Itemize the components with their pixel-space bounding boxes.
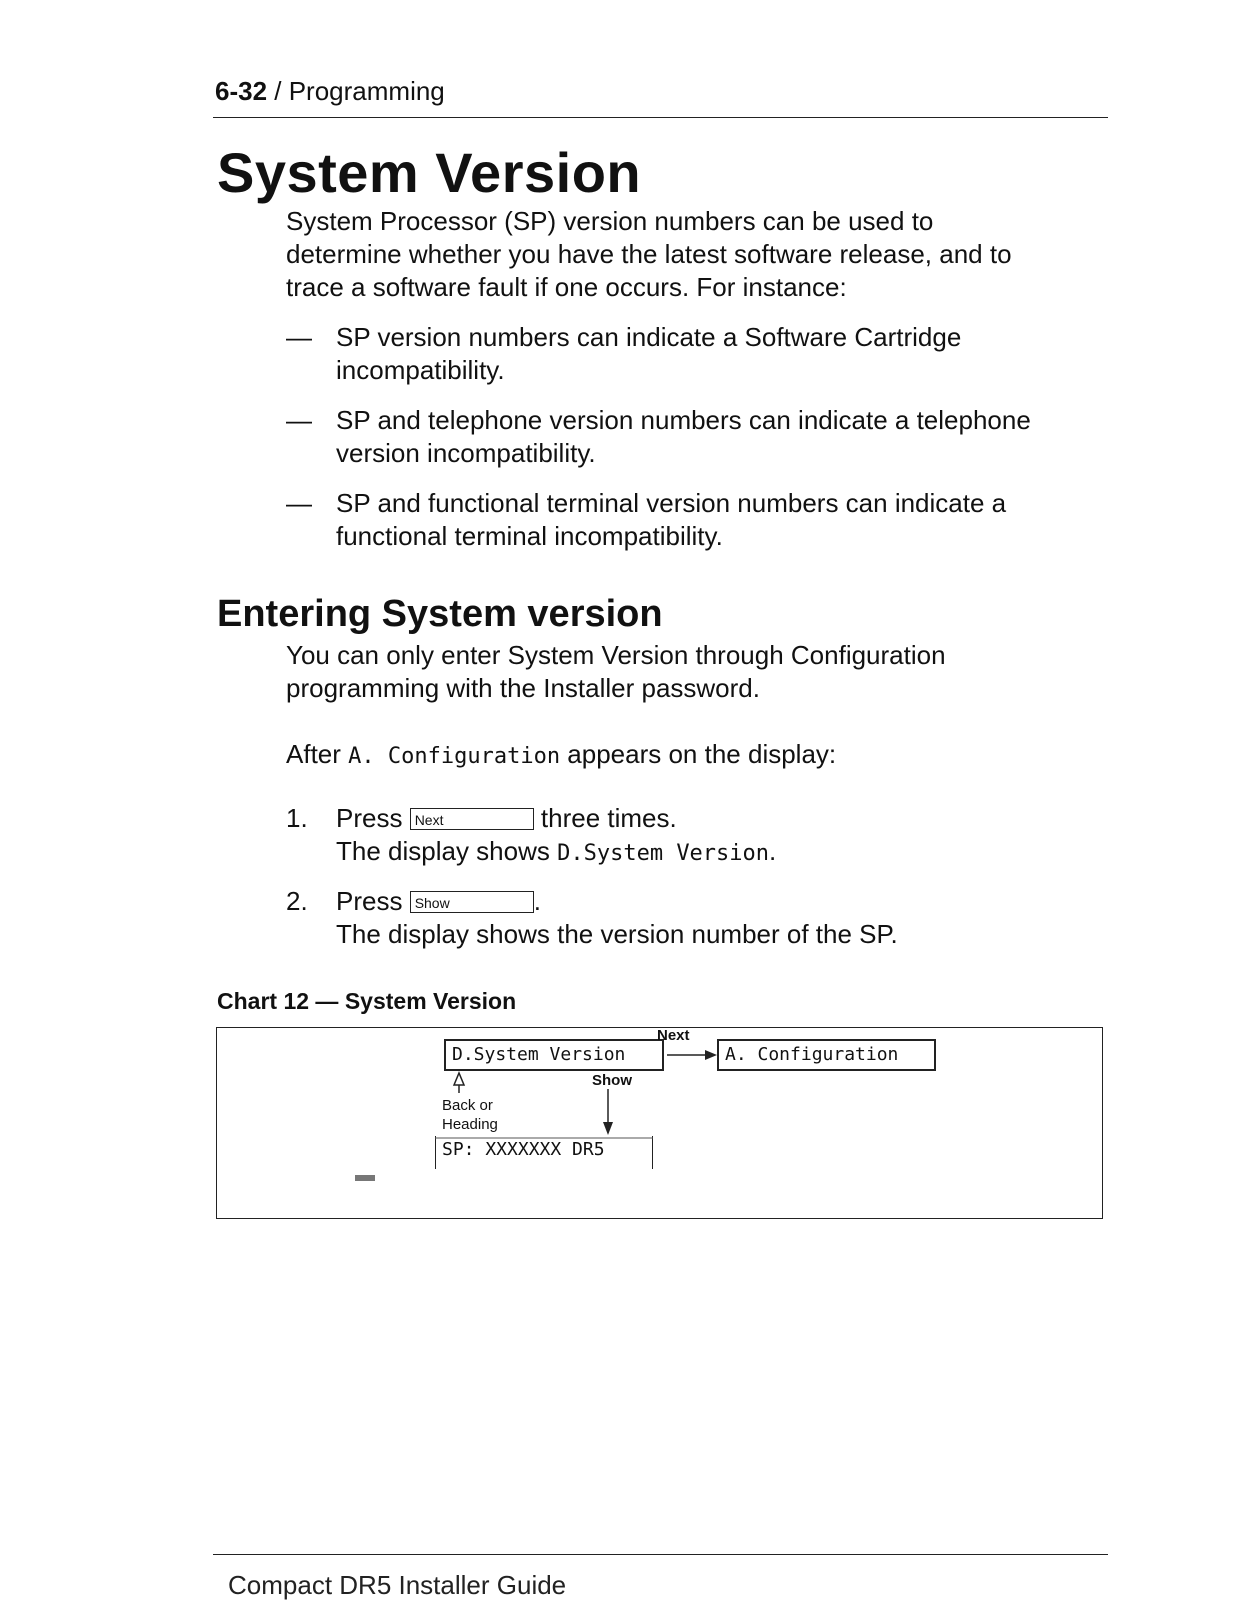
display-text: A. Configuration bbox=[348, 744, 561, 769]
next-arrow-head bbox=[705, 1050, 717, 1060]
scan-mark: ▬ bbox=[355, 1164, 375, 1186]
page-number: 6-32 bbox=[215, 76, 268, 106]
bullet-text-line: SP and telephone version numbers can indicate a telephone bbox=[336, 405, 1031, 435]
bullet-text-line: SP and functional terminal version numbers can indicate a bbox=[336, 488, 1007, 518]
flow-chart bbox=[216, 1027, 1103, 1219]
step-number: 2. bbox=[286, 886, 308, 916]
page-title: System Version bbox=[217, 141, 642, 204]
chart-label-show: Show bbox=[592, 1072, 632, 1089]
footer-text: Compact DR5 Installer Guide bbox=[228, 1570, 567, 1600]
bullet-dash: — bbox=[286, 322, 312, 352]
chart-label-next: Next bbox=[657, 1027, 690, 1044]
section-heading: Entering System version bbox=[217, 593, 663, 635]
chart-connectors bbox=[217, 1028, 1102, 1218]
step-result-suffix: . bbox=[769, 836, 777, 866]
show-key-button[interactable]: Show bbox=[410, 891, 534, 913]
step-number: 1. bbox=[286, 803, 308, 833]
bullet-text-line: incompatibility. bbox=[336, 355, 505, 385]
header-section: Programming bbox=[288, 76, 445, 106]
bullet-dash: — bbox=[286, 488, 312, 518]
header-divider bbox=[213, 117, 1108, 118]
step-press: Press bbox=[336, 886, 410, 916]
header-separator: / bbox=[267, 76, 289, 106]
bullet-text-line: functional terminal incompatibility. bbox=[336, 521, 723, 551]
chart-label-back-line: Back or bbox=[442, 1097, 493, 1114]
intro-line-1: System Processor (SP) version numbers can be used to bbox=[286, 206, 934, 236]
step-after-key: three times. bbox=[533, 803, 677, 833]
step-result-prefix: The display shows bbox=[336, 836, 558, 866]
next-key-button[interactable]: Next bbox=[410, 808, 534, 830]
show-arrow-head bbox=[603, 1122, 613, 1135]
footer-divider bbox=[213, 1554, 1108, 1555]
step-press: Press bbox=[336, 803, 410, 833]
intro-line-3: trace a software fault if one occurs. For instance: bbox=[286, 272, 847, 302]
back-arrow-head bbox=[454, 1073, 464, 1085]
step-result: The display shows the version number of the SP. bbox=[336, 919, 898, 949]
chart-box-configuration: A. Configuration bbox=[717, 1039, 936, 1071]
after-instruction bbox=[286, 738, 836, 773]
chart-box-system-version: D.System Version bbox=[444, 1039, 664, 1071]
after-prefix: After bbox=[286, 739, 349, 769]
bullet-text-line: SP version numbers can indicate a Software Cartridge bbox=[336, 322, 962, 352]
section-para-line-2: programming with the Installer password. bbox=[286, 673, 760, 703]
page-header bbox=[215, 76, 445, 107]
bullet-text-line: version incompatibility. bbox=[336, 438, 596, 468]
chart-label-back-line: Heading bbox=[442, 1116, 498, 1133]
chart-box-sp-version: SP: XXXXXXX DR5 bbox=[435, 1136, 653, 1169]
bullet-dash: — bbox=[286, 405, 312, 435]
display-text: D.System Version bbox=[557, 841, 770, 866]
step-after-key: . bbox=[533, 886, 541, 916]
intro-line-2: determine whether you have the latest software release, and to bbox=[286, 239, 1012, 269]
chart-caption: Chart 12 — System Version bbox=[217, 988, 517, 1014]
after-suffix: appears on the display: bbox=[560, 739, 837, 769]
section-para-line-1: You can only enter System Version through Configuration bbox=[286, 640, 946, 670]
